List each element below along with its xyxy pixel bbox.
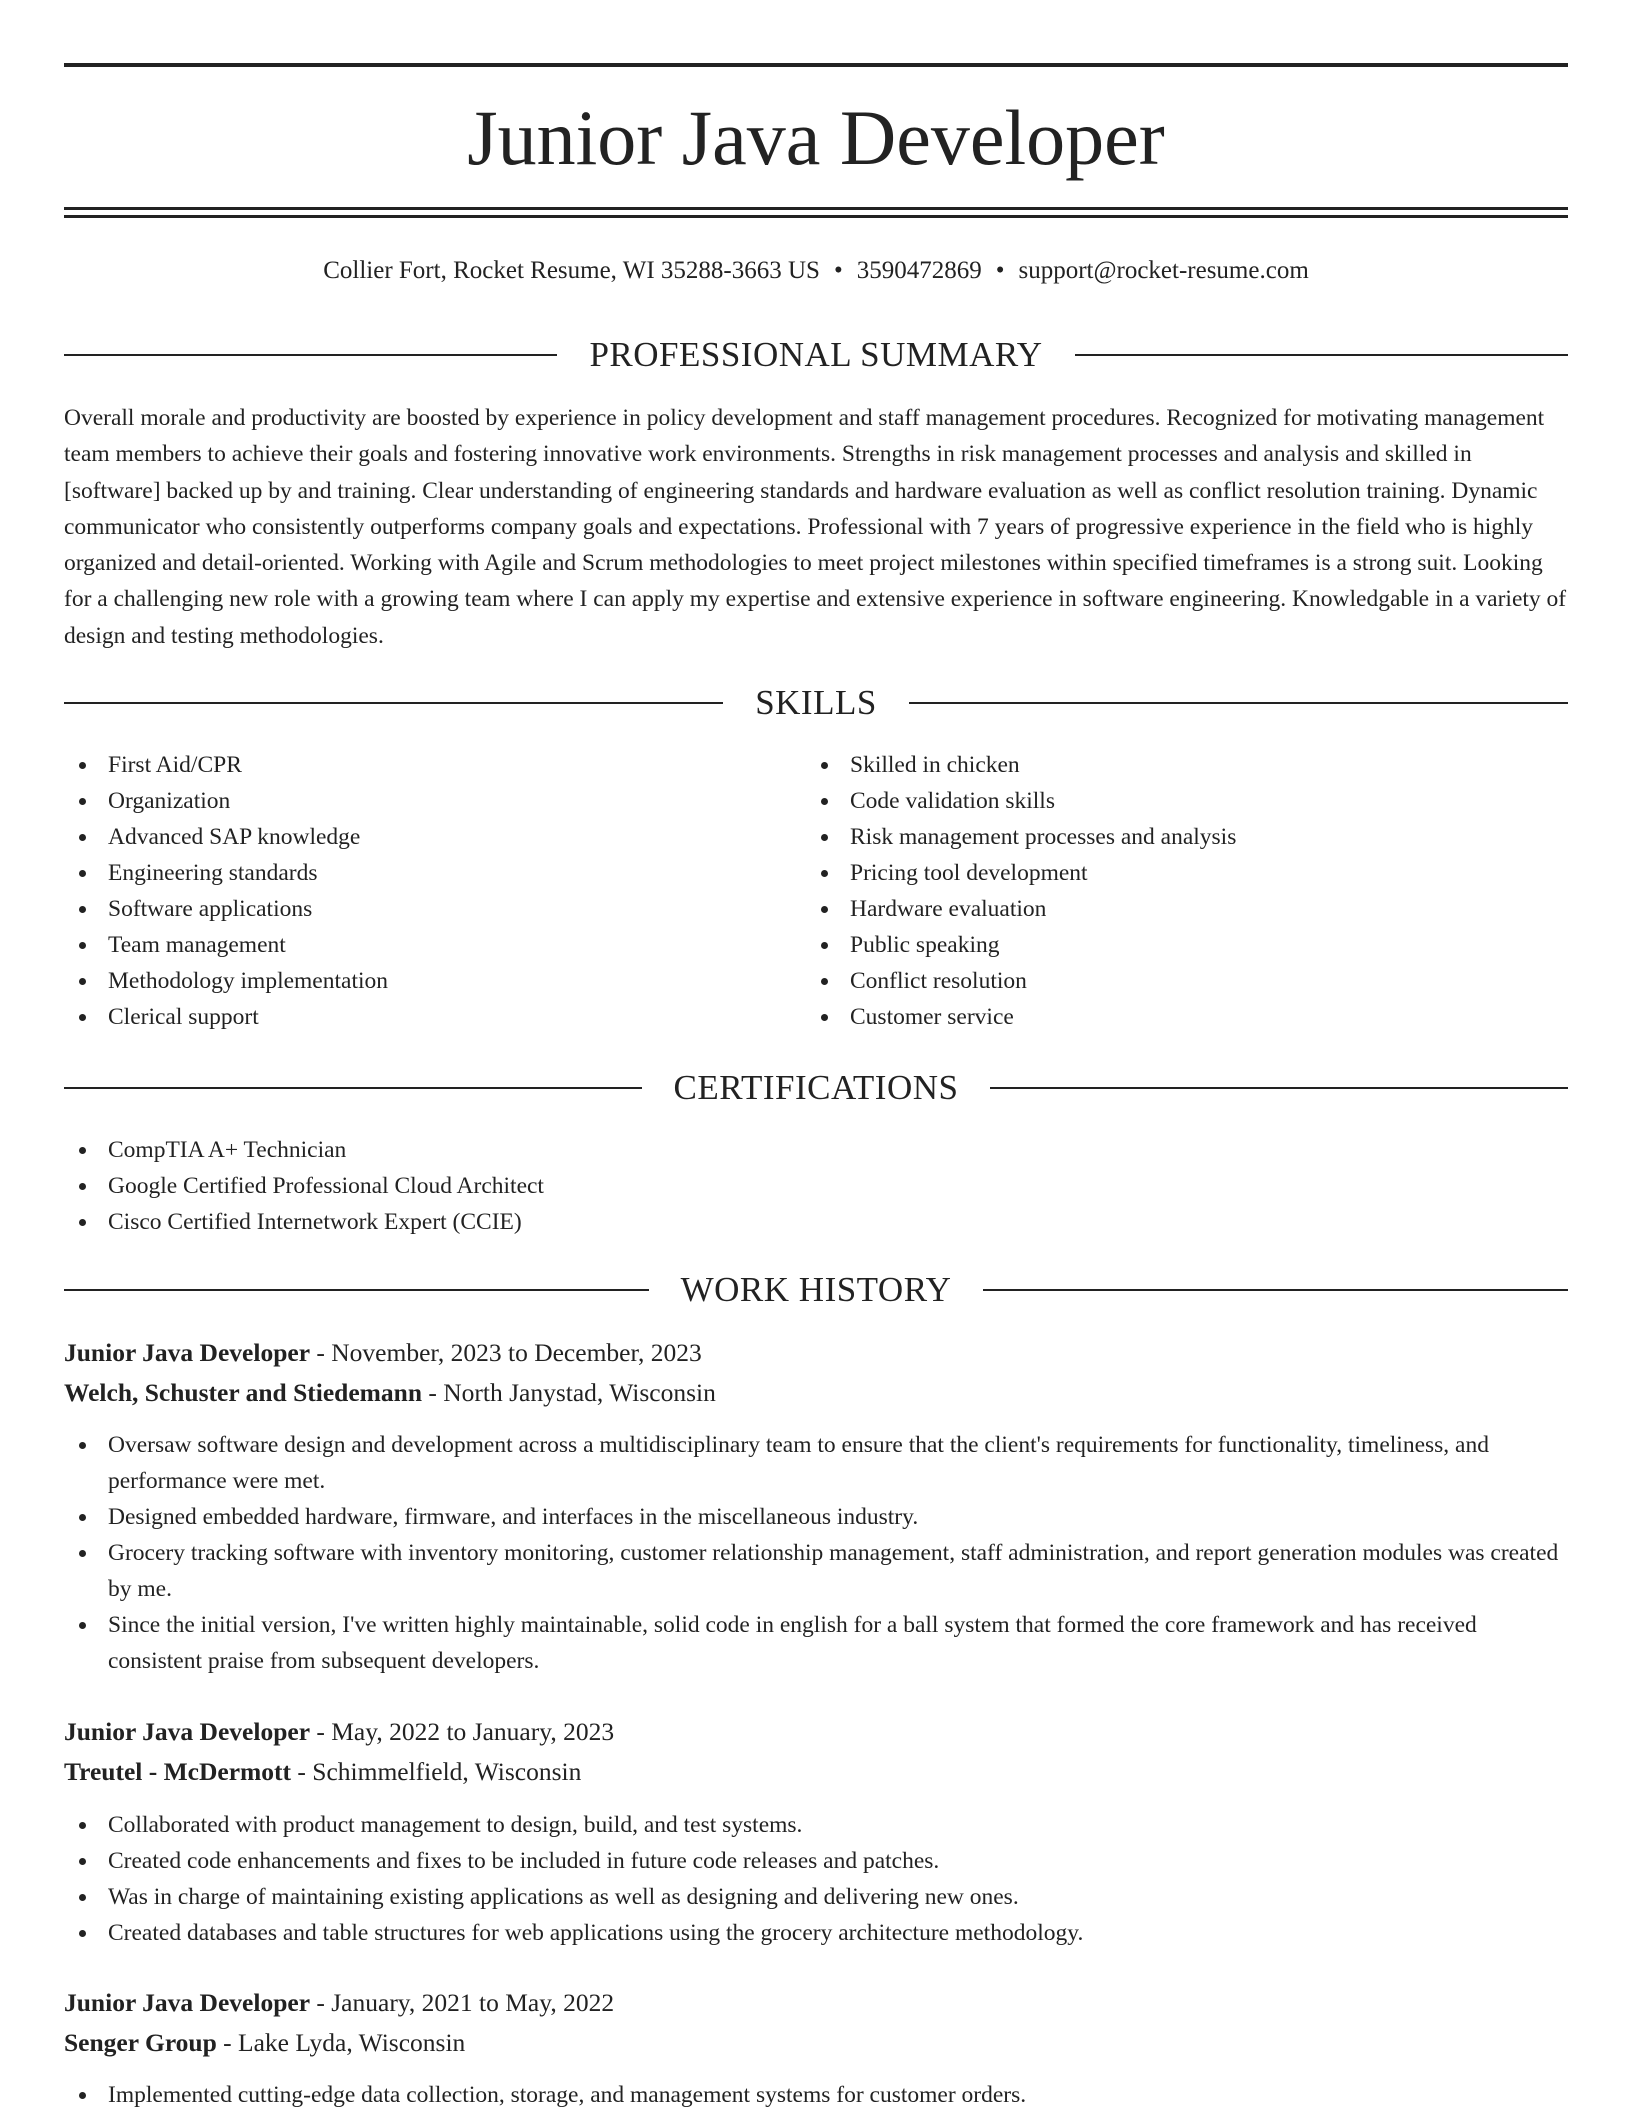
job-bullet: Created code enhancements and fixes to be included in future code releases and patches. <box>64 1843 1568 1879</box>
skill-item: Public speaking <box>806 927 1568 963</box>
job-company-line <box>64 1375 716 1411</box>
section-heading-certifications <box>64 1066 1568 1110</box>
title-double-rule-upper <box>64 207 1568 210</box>
job-dates: - May, 2022 to January, 2023 <box>316 1717 615 1746</box>
job-bullet: Created databases and table structures for web applications using the grocery architecture methodology. <box>64 1915 1568 1951</box>
certification-item: CompTIA A+ Technician <box>64 1132 1568 1168</box>
contact-separator: • <box>833 257 843 284</box>
skills-list-left <box>64 747 764 1035</box>
contact-phone: 3590472869 <box>856 257 982 284</box>
skill-item: Software applications <box>64 891 764 927</box>
heading-rule-left <box>64 1087 642 1089</box>
job-location: - Schimmelfield, Wisconsin <box>297 1757 582 1786</box>
job-bullet: Grocery tracking software with inventory monitoring, customer relationship management, staff administration, and report generation modules was created by me. <box>64 1535 1568 1607</box>
job-bullet: Since the initial version, I've written highly maintainable, solid code in english for a ball system that formed the core framework and has received consistent praise from subsequent developers. <box>64 1607 1568 1679</box>
job-bullet: Implemented cutting-edge data collection, storage, and management systems for customer orders. <box>64 2077 1568 2113</box>
skill-item: Hardware evaluation <box>806 891 1568 927</box>
job-bullet: Designed embedded hardware, firmware, and interfaces in the miscellaneous industry. <box>64 1499 1568 1535</box>
certification-item: Google Certified Professional Cloud Architect <box>64 1168 1568 1204</box>
heading-rule-right <box>1075 354 1568 356</box>
skill-item: Customer service <box>806 999 1568 1035</box>
job-title: Junior Java Developer <box>64 1988 311 2017</box>
contact-separator: • <box>995 257 1005 284</box>
section-title: SKILLS <box>755 683 877 722</box>
heading-rule-left <box>64 1289 649 1291</box>
heading-rule-right <box>909 702 1568 704</box>
job-location: - Lake Lyda, Wisconsin <box>223 2028 466 2057</box>
skill-item: Risk management processes and analysis <box>806 819 1568 855</box>
contact-email: support@rocket-resume.com <box>1018 257 1309 284</box>
job-company-line <box>64 2025 465 2061</box>
skill-item: Team management <box>64 927 764 963</box>
skills-list-right <box>806 747 1568 1035</box>
job-title: Junior Java Developer <box>64 1338 311 1367</box>
skill-item: Code validation skills <box>806 783 1568 819</box>
job-bullet: Was in charge of maintaining existing applications as well as designing and delivering new ones. <box>64 1879 1568 1915</box>
job-title-line <box>64 1985 614 2021</box>
job-dates: - January, 2021 to May, 2022 <box>316 1988 615 2017</box>
heading-rule-left <box>64 702 723 704</box>
skill-item: Organization <box>64 783 764 819</box>
section-title: WORK HISTORY <box>680 1270 952 1309</box>
contact-address: Collier Fort, Rocket Resume, WI 35288-3663 US <box>323 257 820 284</box>
skill-item: Methodology implementation <box>64 963 764 999</box>
job-title-line <box>64 1335 702 1371</box>
skill-item: Advanced SAP knowledge <box>64 819 764 855</box>
heading-rule-left <box>64 354 557 356</box>
skill-item: Engineering standards <box>64 855 764 891</box>
top-rule <box>64 63 1568 67</box>
skill-item: First Aid/CPR <box>64 747 764 783</box>
job-bullets <box>64 1427 1568 1679</box>
job-bullet: Oversaw software design and development across a multidisciplinary team to ensure that the client's requirements for functionality, timeliness, and performance were met. <box>64 1427 1568 1499</box>
heading-rule-right <box>990 1087 1568 1089</box>
job-title-line <box>64 1714 614 1750</box>
heading-rule-right <box>983 1289 1568 1291</box>
skill-item: Clerical support <box>64 999 764 1035</box>
resume-title: Junior Java Developer <box>467 94 1165 181</box>
section-heading-summary <box>64 333 1568 377</box>
job-title: Junior Java Developer <box>64 1717 311 1746</box>
job-location: - North Janystad, Wisconsin <box>428 1378 716 1407</box>
job-bullet: Collaborated with product management to design, build, and test systems. <box>64 1807 1568 1843</box>
contact-line <box>64 254 1568 288</box>
certifications-list <box>64 1132 1568 1240</box>
job-company: Welch, Schuster and Stiedemann <box>64 1378 422 1407</box>
summary-text: Overall morale and productivity are boosted by experience in policy development and staff management procedures. Recognized for motivating management team members to achieve their goals and fostering innovative work environments. Strengths in risk management processes and analysis and skilled in [software] backed up by and training. Clear understanding of engineering standards and hardware evaluation as well as conflict resolution training. Dynamic communicator who consistently outperforms company goals and expectations. Professional with 7 years of progressive experience in the field who is highly organized and detail-oriented. Working with Agile and Scrum methodologies to meet project milestones within specified timeframes is a strong suit. Looking for a challenging new role with a growing team where I can apply my expertise and extensive experience in software engineering. Knowledgable in a variety of design and testing methodologies. <box>64 405 1567 649</box>
section-title: CERTIFICATIONS <box>673 1068 959 1107</box>
certification-item: Cisco Certified Internetwork Expert (CCIE) <box>64 1204 1568 1240</box>
job-bullets <box>64 2077 1568 2113</box>
skill-item: Conflict resolution <box>806 963 1568 999</box>
job-company: Treutel - McDermott <box>64 1757 292 1786</box>
skill-item: Skilled in chicken <box>806 747 1568 783</box>
section-heading-work-history <box>64 1268 1568 1312</box>
title-double-rule-lower <box>64 215 1568 218</box>
skill-item: Pricing tool development <box>806 855 1568 891</box>
job-dates: - November, 2023 to December, 2023 <box>316 1338 702 1367</box>
section-title: PROFESSIONAL SUMMARY <box>589 335 1043 374</box>
job-bullets <box>64 1807 1568 1951</box>
job-company: Senger Group <box>64 2028 217 2057</box>
section-heading-skills <box>64 681 1568 725</box>
job-company-line <box>64 1754 581 1790</box>
